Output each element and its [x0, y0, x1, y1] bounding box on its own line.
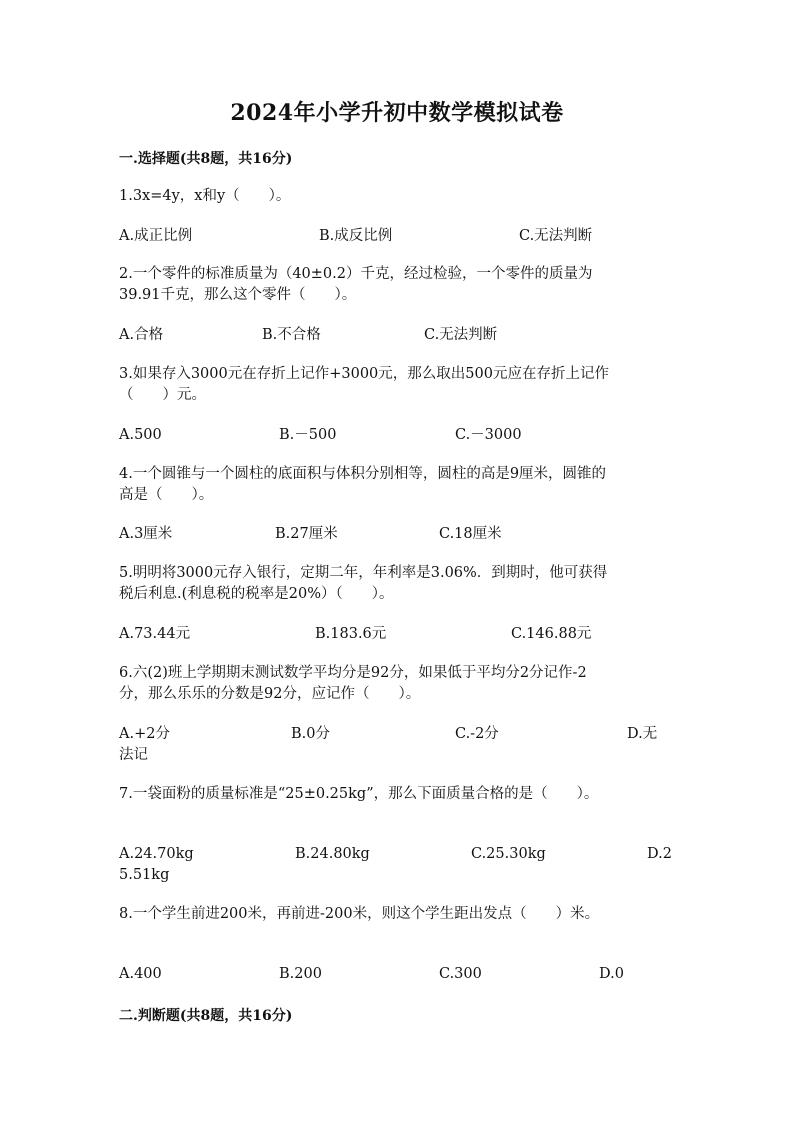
question-8-option-a: A.400	[119, 966, 162, 982]
question-2-option-c: C.无法判断	[424, 327, 498, 343]
section-heading-judgement: 二.判断题(共8题，共16分)	[119, 1008, 293, 1024]
question-7-option-a: A.24.70kg	[119, 846, 194, 862]
section-heading-choice: 一.选择题(共8题，共16分)	[119, 151, 293, 167]
question-2-stem-line: 2.一个零件的标准质量为（40±0.2）千克，经过检验，一个零件的质量为	[119, 266, 593, 282]
question-2-stem-line: 39.91千克，那么这个零件（ ）。	[119, 287, 357, 303]
question-6-stem-line: 分，那么乐乐的分数是92分，应记作（ ）。	[119, 686, 421, 702]
question-8-option-d: D.0	[599, 966, 624, 982]
question-4-option-c: C.18厘米	[439, 526, 502, 542]
question-3-stem-line: 3.如果存入3000元在存折上记作+3000元，那么取出500元应在存折上记作	[119, 366, 609, 382]
question-5-option-a: A.73.44元	[119, 626, 191, 642]
question-6-option-b: B.0分	[291, 726, 330, 742]
question-2-option-b: B.不合格	[262, 327, 321, 343]
question-1-option-b: B.成反比例	[319, 228, 393, 244]
question-7-option-d-wrap: 5.51kg	[119, 867, 170, 883]
question-6-option-a: A.+2分	[119, 726, 170, 742]
question-4-option-b: B.27厘米	[275, 526, 338, 542]
question-5	[119, 563, 679, 605]
question-3	[119, 364, 679, 406]
question-7-option-b: B.24.80kg	[295, 846, 370, 862]
question-4	[119, 464, 679, 506]
question-5-stem-line: 5.明明将3000元存入银行，定期二年，年利率是3.06%．到期时，他可获得	[119, 565, 608, 581]
question-4-option-a: A.3厘米	[119, 526, 173, 542]
question-1	[119, 186, 679, 207]
page-title: 2024年小学升初中数学模拟试卷	[230, 100, 564, 126]
question-6-stem-line: 6.六(2)班上学期期末测试数学平均分是92分，如果低于平均分2分记作-2	[119, 665, 587, 681]
question-6-option-d-wrap: 法记	[119, 747, 148, 763]
question-1-option-a: A.成正比例	[119, 228, 193, 244]
question-5-option-b: B.183.6元	[315, 626, 387, 642]
question-7-option-c: C.25.30kg	[471, 846, 546, 862]
question-2	[119, 264, 679, 306]
question-8-option-b: B.200	[279, 966, 322, 982]
question-2-option-a: A.合格	[119, 327, 164, 343]
question-7-option-d: D.2	[647, 846, 672, 862]
question-8-stem-line: 8.一个学生前进200米，再前进-200米，则这个学生距出发点（ ）米。	[119, 906, 600, 922]
question-8	[119, 904, 679, 925]
question-8-option-c: C.300	[439, 966, 482, 982]
question-6	[119, 663, 679, 705]
question-7	[119, 784, 679, 805]
question-1-stem-line: 1.3x=4y，x和y（ ）。	[119, 188, 291, 204]
question-7-stem-line: 7.一袋面粉的质量标准是“25±0.25kg”，那么下面质量合格的是（ ）。	[119, 786, 599, 802]
question-6-option-c: C.-2分	[455, 726, 499, 742]
question-1-option-c: C.无法判断	[519, 228, 593, 244]
question-4-stem-line: 4.一个圆锥与一个圆柱的底面积与体积分别相等，圆柱的高是9厘米，圆锥的	[119, 466, 607, 482]
question-3-option-b: B.－500	[279, 427, 337, 443]
question-6-option-d: D.无	[627, 726, 658, 742]
question-4-stem-line: 高是（ ）。	[119, 487, 214, 503]
question-3-stem-line: （ ）元。	[119, 387, 206, 403]
question-3-option-c: C.－3000	[455, 427, 522, 443]
question-5-option-c: C.146.88元	[511, 626, 592, 642]
question-3-option-a: A.500	[119, 427, 162, 443]
question-5-stem-line: 税后利息.(利息税的税率是20%）（ ）。	[119, 586, 394, 602]
